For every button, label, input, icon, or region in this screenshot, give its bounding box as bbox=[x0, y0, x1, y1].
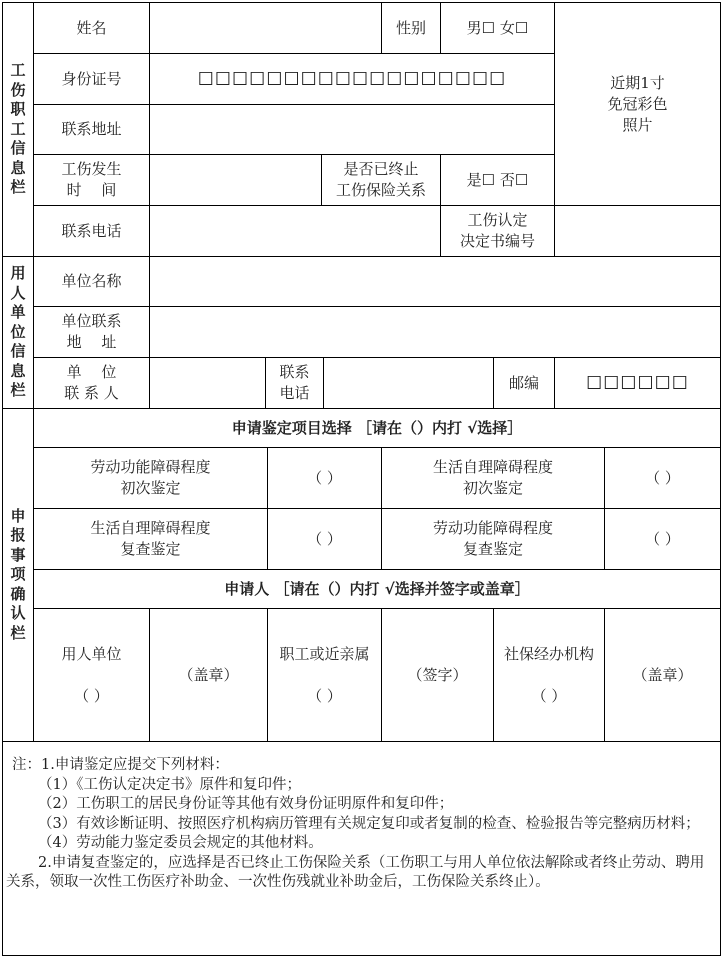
notes-item: （4）劳动能力鉴定委员会规定的其他材料。 bbox=[38, 835, 323, 851]
address-field[interactable] bbox=[150, 105, 554, 154]
employer-name-label: 单位名称 bbox=[61, 272, 122, 290]
notes-intro: 注：1.申请鉴定应提交下列材料： bbox=[12, 757, 229, 773]
agency-seal-field[interactable]: （盖章） bbox=[632, 665, 693, 684]
section-worker-label: 工 伤 职 工 信 息 栏 bbox=[10, 61, 26, 197]
name-label: 姓名 bbox=[76, 18, 107, 37]
decision-number-label: 工伤认定 决定书编号 bbox=[459, 211, 535, 250]
gender-options[interactable]: 男☐ 女☐ bbox=[466, 18, 529, 37]
gender-label: 性别 bbox=[395, 18, 426, 37]
notes-item: （2）工伤职工的居民身份证等其他有效身份证明原件和复印件； bbox=[38, 796, 454, 812]
id-number-label: 身份证号 bbox=[61, 69, 122, 88]
postcode-label: 邮编 bbox=[508, 373, 539, 392]
relative-signature-field[interactable]: （签字） bbox=[407, 665, 468, 684]
employer-phone-label: 联系 电话 bbox=[279, 363, 310, 402]
appraisal-checkbox[interactable]: （ ） bbox=[307, 468, 342, 487]
terminated-label: 是否已终止 工伤保险关系 bbox=[335, 160, 426, 199]
id-number-boxes[interactable]: ☐☐☐☐☐☐☐☐☐☐☐☐☐☐☐☐☐☐ bbox=[197, 68, 507, 90]
employer-address-label: 单位联系 地 址 bbox=[61, 312, 122, 351]
section-declaration-label: 申 报 事 项 确 认 栏 bbox=[10, 506, 26, 642]
address-label: 联系地址 bbox=[61, 120, 122, 138]
phone-field[interactable] bbox=[150, 206, 440, 256]
employer-contact-label: 单 位 联 系 人 bbox=[64, 363, 119, 402]
notes-item: （1）《工伤认定决定书》原件和复印件； bbox=[38, 776, 301, 793]
appraisal-checkbox[interactable]: （ ） bbox=[645, 529, 680, 548]
notes-review: 2.申请复查鉴定的，应选择是否已终止工伤保险关系（工伤职工与用人单位依法解除或者终止劳动、聘用关系，领取一次性工伤医疗补助金、一次性伤残就业补助金后，工伤保险关系终止）。 bbox=[6, 854, 705, 890]
notes bbox=[6, 756, 718, 893]
injury-time-label: 工伤发生 时 间 bbox=[61, 160, 122, 199]
name-field[interactable] bbox=[150, 3, 381, 53]
applicant-header: 申请人 ［请在（）内打 √选择并签字或盖章］ bbox=[224, 579, 530, 598]
appraisal-item-label: 生活自理障碍程度 初次鉴定 bbox=[432, 458, 553, 497]
decision-number-field[interactable] bbox=[555, 206, 720, 256]
employer-address-field[interactable] bbox=[150, 307, 720, 357]
appraisal-item-label: 劳动功能障碍程度 复查鉴定 bbox=[432, 519, 553, 558]
appraisal-checkbox[interactable]: （ ） bbox=[307, 529, 342, 548]
employer-phone-field[interactable] bbox=[324, 358, 493, 408]
applicant-relative-label[interactable]: 职工或近亲属 （ ） bbox=[279, 644, 370, 705]
terminated-options[interactable]: 是☐ 否☐ bbox=[466, 170, 529, 189]
applicant-agency-label[interactable]: 社保经办机构 （ ） bbox=[503, 644, 594, 705]
injury-time-field[interactable] bbox=[150, 155, 321, 205]
appraisal-header: 申请鉴定项目选择 ［请在（）内打 √选择］ bbox=[231, 418, 523, 437]
notes-item: （3）有效诊断证明、按照医疗机构病历管理有关规定复印或者复制的检查、检验报告等完整病历材料； bbox=[38, 815, 700, 832]
employer-seal-field[interactable]: （盖章） bbox=[178, 665, 239, 684]
appraisal-item-label: 生活自理障碍程度 复查鉴定 bbox=[90, 519, 211, 558]
section-employer-label: 用 人 单 位 信 息 栏 bbox=[10, 264, 26, 400]
postcode-boxes[interactable]: ☐☐☐☐☐☐ bbox=[586, 372, 689, 394]
phone-label: 联系电话 bbox=[61, 221, 122, 240]
applicant-employer-label[interactable]: 用人单位 （ ） bbox=[61, 644, 122, 705]
photo-placeholder: 近期1寸 免冠彩色 照片 bbox=[607, 73, 668, 134]
appraisal-checkbox[interactable]: （ ） bbox=[645, 468, 680, 487]
employer-name-field[interactable] bbox=[150, 257, 720, 306]
appraisal-item-label: 劳动功能障碍程度 初次鉴定 bbox=[90, 458, 211, 497]
employer-contact-field[interactable] bbox=[150, 358, 265, 408]
